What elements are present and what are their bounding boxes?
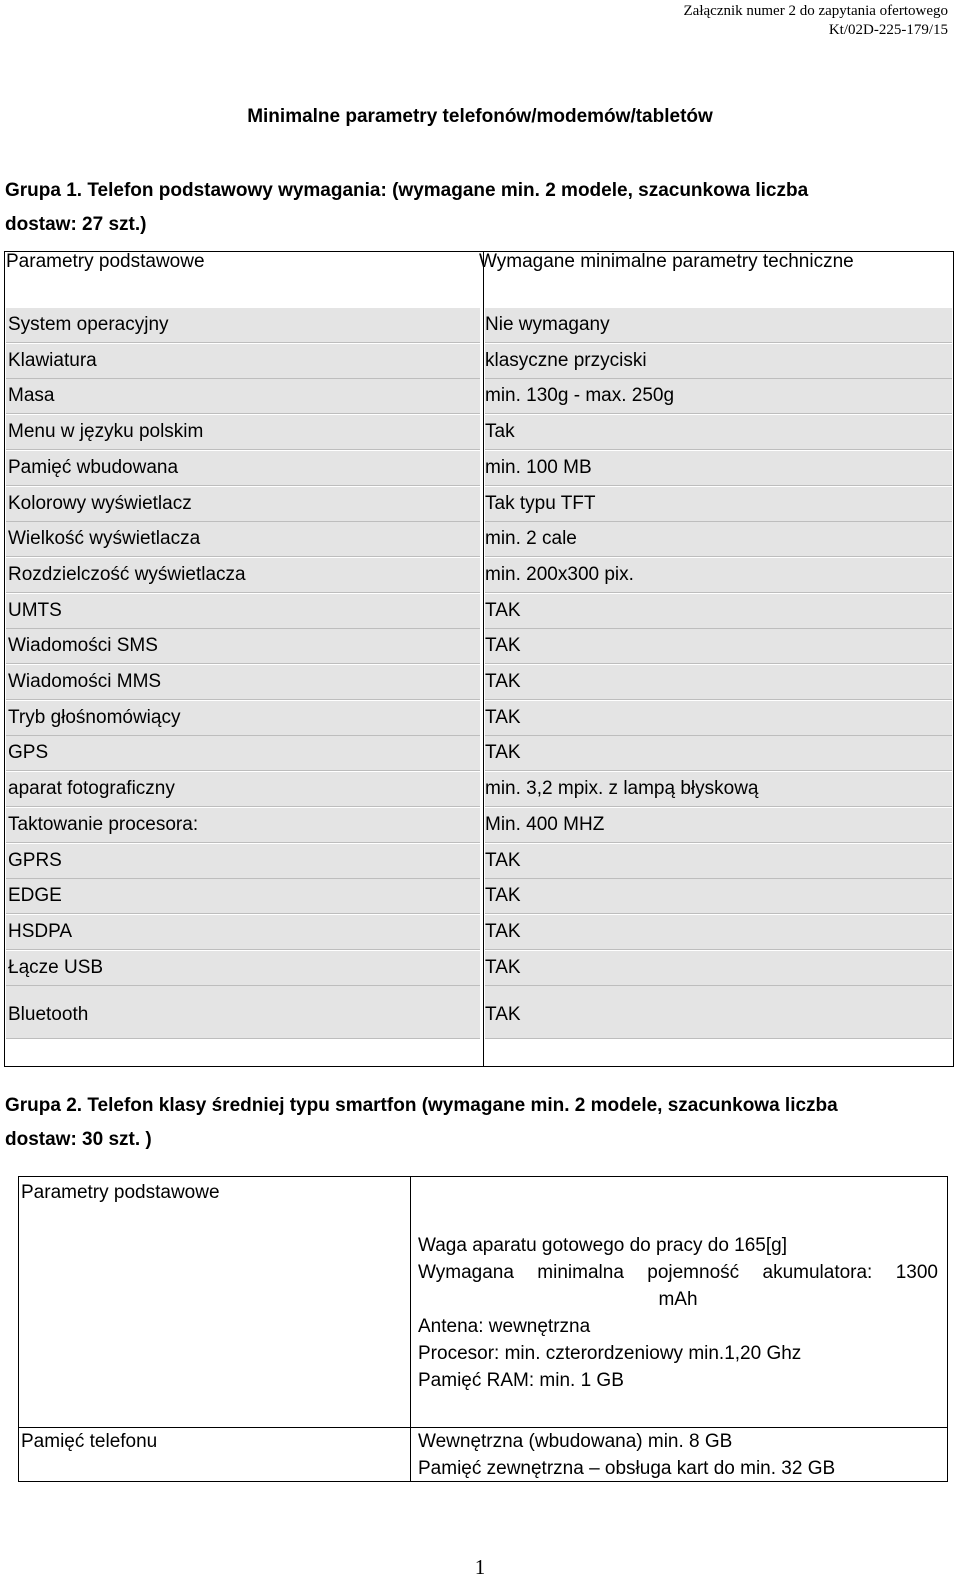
parameter-name: Łącze USB	[8, 956, 104, 978]
col-header-requirements: Wymagane minimalne parametry techniczne	[479, 251, 854, 272]
requirement-cell	[485, 558, 952, 593]
table-row	[5, 415, 953, 450]
parameter-cell	[6, 736, 480, 771]
requirement-value: TAK	[485, 1004, 521, 1026]
parameter-name: Kolorowy wyświetlacz	[8, 492, 192, 514]
table-row	[5, 665, 953, 700]
spec-antenna: Antena: wewnętrzna	[418, 1316, 591, 1337]
parameter-cell	[6, 415, 480, 450]
table-row	[5, 915, 953, 950]
battery-word: akumulatora:	[762, 1262, 873, 1283]
parameter-name: Taktowanie procesora:	[8, 813, 199, 835]
document-title: Minimalne parametry telefonów/modemów/tabletów	[247, 106, 713, 127]
internal-memory: Wewnętrzna (wbudowana) min. 8 GB	[418, 1431, 733, 1452]
requirement-cell	[485, 844, 952, 879]
requirement-value: TAK	[485, 742, 521, 764]
requirement-value: TAK	[485, 956, 521, 978]
attachment-label: Załącznik numer 2 do zapytania ofertowego	[683, 3, 948, 19]
basic-parameters-specs	[418, 1232, 938, 1394]
document-reference	[684, 2, 948, 40]
table-row	[5, 522, 953, 557]
battery-unit: mAh	[658, 1289, 698, 1310]
parameter-cell	[6, 772, 480, 807]
parameter-name: Bluetooth	[8, 1004, 89, 1026]
requirement-value: TAK	[485, 671, 521, 692]
table-row	[5, 379, 953, 414]
parameter-name: aparat fotograficzny	[8, 778, 175, 800]
requirement-cell	[485, 451, 952, 486]
parameter-cell	[6, 951, 480, 986]
parameter-cell	[6, 451, 480, 486]
requirement-cell	[485, 986, 952, 1039]
parameter-cell	[6, 558, 480, 593]
parameter-cell	[6, 844, 480, 879]
parameter-cell	[6, 308, 480, 343]
table-row	[5, 308, 953, 343]
parameter-name: Masa	[8, 385, 55, 407]
requirement-value: TAK	[485, 920, 521, 942]
requirement-cell	[485, 736, 952, 771]
requirement-value: min. 200x300 pix.	[485, 563, 634, 585]
requirement-cell	[485, 808, 952, 843]
table-row	[5, 951, 953, 986]
parameter-name: Tryb głośnomówiący	[8, 706, 181, 728]
requirement-cell	[485, 879, 952, 914]
requirement-cell	[485, 951, 952, 986]
parameter-cell	[6, 344, 480, 379]
parameter-cell	[6, 594, 480, 629]
requirement-value: Nie wymagany	[485, 314, 610, 335]
battery-word: Wymagana	[418, 1262, 514, 1283]
parameter-name: Menu w języku polskim	[8, 421, 204, 443]
parameter-name: System operacyjny	[8, 314, 169, 335]
spec-processor: Procesor: min. czterordzeniowy min.1,20 Ghz	[418, 1343, 802, 1364]
requirement-cell	[485, 379, 952, 414]
requirement-value: min. 3,2 mpix. z lampą błyskową	[485, 778, 759, 800]
parameter-name: UMTS	[8, 599, 62, 621]
requirement-value: TAK	[485, 706, 521, 728]
requirement-value: TAK	[485, 599, 521, 621]
table-row	[5, 879, 953, 914]
parameter-cell	[6, 915, 480, 950]
parameter-name: GPS	[8, 742, 49, 764]
table-row	[5, 844, 953, 879]
requirement-cell	[485, 665, 952, 700]
requirement-value: TAK	[485, 849, 521, 871]
requirement-cell	[485, 915, 952, 950]
phone-memory-label: Pamięć telefonu	[21, 1431, 158, 1452]
group2-requirements-table	[18, 1176, 948, 1482]
group1-heading	[5, 174, 945, 242]
external-memory: Pamięć zewnętrzna – obsługa kart do min. 32 GB	[418, 1458, 836, 1479]
parameter-name: Pamięć wbudowana	[8, 456, 179, 478]
table-row	[5, 736, 953, 771]
parameter-name: EDGE	[8, 885, 62, 907]
parameter-name: Klawiatura	[8, 349, 97, 371]
requirement-cell	[485, 487, 952, 522]
parameter-name: Rozdzielczość wyświetlacza	[8, 563, 246, 585]
requirement-value: TAK	[485, 635, 521, 657]
group2-heading-line2: dostaw: 30 szt. )	[5, 1129, 152, 1150]
requirement-cell	[485, 701, 952, 736]
table-row	[5, 629, 953, 664]
group1-heading-line2: dostaw: 27 szt.)	[5, 214, 147, 235]
table-row	[5, 772, 953, 807]
parameter-cell	[6, 808, 480, 843]
phone-memory-specs	[418, 1428, 835, 1482]
parameter-cell	[6, 665, 480, 700]
battery-word: 1300	[895, 1262, 938, 1283]
requirement-cell	[485, 522, 952, 557]
parameter-cell	[6, 879, 480, 914]
parameter-cell	[6, 701, 480, 736]
parameter-cell	[6, 487, 480, 522]
battery-word: minimalna	[537, 1262, 624, 1283]
parameter-name: Wielkość wyświetlacza	[8, 528, 201, 550]
parameter-cell	[6, 379, 480, 414]
table-row	[5, 701, 953, 736]
requirement-value: klasyczne przyciski	[485, 349, 647, 371]
requirement-value: Tak	[485, 421, 515, 443]
spec-battery	[418, 1259, 938, 1286]
battery-word: pojemność	[647, 1262, 740, 1283]
spec-weight: Waga aparatu gotowego do pracy do 165[g]	[418, 1235, 787, 1256]
parameter-name: HSDPA	[8, 920, 73, 942]
parameter-cell	[6, 522, 480, 557]
requirement-value: TAK	[485, 885, 521, 907]
table-row	[5, 808, 953, 843]
table-row	[5, 487, 953, 522]
col-header-parameters: Parametry podstawowe	[6, 251, 205, 272]
group2-heading-line1: Grupa 2. Telefon klasy średniej typu smartfon (wymagane min. 2 modele, szacunkowa liczba	[5, 1095, 838, 1116]
requirement-value: min. 130g - max. 250g	[485, 385, 675, 407]
parameter-name: GPRS	[8, 849, 62, 871]
requirement-value: Tak typu TFT	[485, 492, 596, 514]
table-row	[5, 451, 953, 486]
parameter-cell	[6, 986, 480, 1039]
requirement-cell	[485, 594, 952, 629]
table-row	[5, 986, 953, 1038]
requirement-cell	[485, 344, 952, 379]
group1-heading-line1: Grupa 1. Telefon podstawowy wymagania: (wymagane min. 2 modele, szacunkowa liczba	[5, 180, 809, 201]
spec-ram: Pamięć RAM: min. 1 GB	[418, 1370, 624, 1391]
table-row	[5, 594, 953, 629]
parameter-name: Wiadomości SMS	[8, 635, 158, 657]
table-row	[5, 558, 953, 593]
case-number: Kt/02D-225-179/15	[828, 22, 948, 38]
requirement-value: min. 100 MB	[485, 456, 592, 478]
column-divider	[410, 1177, 411, 1481]
requirement-value: Min. 400 MHZ	[485, 813, 605, 835]
parameter-cell	[6, 629, 480, 664]
parameter-name: Wiadomości MMS	[8, 671, 162, 692]
table-row	[5, 344, 953, 379]
group2-heading	[5, 1089, 945, 1157]
requirement-cell	[485, 308, 952, 343]
requirement-cell	[485, 772, 952, 807]
requirement-cell	[485, 629, 952, 664]
page-number: 1	[474, 1555, 486, 1579]
requirement-cell	[485, 415, 952, 450]
group1-requirements-table	[4, 251, 954, 1067]
requirement-value: min. 2 cale	[485, 528, 577, 550]
basic-parameters-label: Parametry podstawowe	[21, 1182, 220, 1203]
